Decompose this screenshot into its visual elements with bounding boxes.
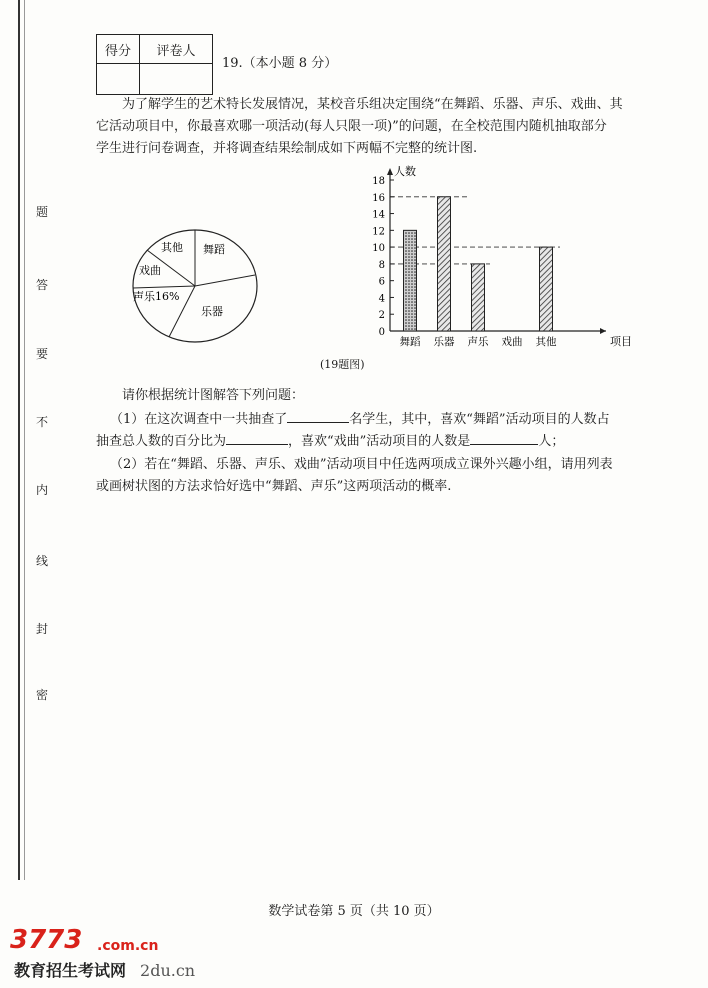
pie-label: 其他	[161, 241, 183, 254]
seal-char: 线	[36, 554, 49, 568]
x-axis-arrow	[600, 328, 606, 334]
watermark-site-domain: 2du.cn	[140, 961, 196, 980]
y-tick-label: 0	[378, 327, 385, 338]
sub1-text: （1）在这次调查中一共抽查了	[110, 412, 288, 427]
page-footer: 数学试卷第 5 页（共 10 页）	[268, 904, 440, 919]
y-tick-label: 12	[372, 226, 385, 238]
sub1-text: 人；	[538, 434, 565, 449]
y-axis-arrow	[387, 168, 393, 175]
pie-divider	[133, 286, 195, 288]
pie-label: 声乐16%	[133, 290, 180, 303]
sub1-text: 名学生，其中，喜欢“舞蹈”活动项目的人数占	[349, 412, 610, 427]
answer-blank-percent[interactable]	[226, 431, 288, 445]
intro-line: 为了解学生的艺术特长发展情况，某校音乐组决定围绕“在舞蹈、乐器、声乐、戏曲、其	[122, 97, 623, 112]
answer-blank-opera[interactable]	[470, 431, 538, 445]
binding-line	[18, 0, 20, 880]
y-tick-label: 14	[372, 209, 385, 221]
intro-text	[96, 94, 686, 160]
pie-label: 舞蹈	[203, 243, 225, 256]
bar-舞蹈	[404, 230, 417, 331]
y-tick-label: 8	[378, 259, 385, 271]
grader-label: 评卷人	[140, 35, 213, 64]
seal-char: 内	[36, 483, 49, 497]
sub2-line: （2）若在“舞蹈、乐器、声乐、戏曲”活动项目中任选两项成立课外兴趣小组，请用列表	[110, 457, 613, 472]
pie-label: 乐器	[201, 305, 223, 318]
y-tick-label: 18	[372, 176, 385, 187]
seal-char: 要	[36, 347, 49, 361]
intro-line: 它活动项目中，你最喜欢哪一项活动(每人只限一项)”的问题，在全校范围内随机抽取部分	[96, 119, 607, 134]
score-label: 得分	[97, 35, 140, 64]
sub1-text: ，喜欢“戏曲”活动项目的人数是	[288, 434, 471, 449]
y-axis-label: 人数	[394, 165, 416, 178]
y-tick-label: 2	[378, 310, 385, 322]
prompt-text: 请你根据统计图解答下列问题：	[122, 388, 305, 403]
watermark-site	[14, 958, 195, 981]
x-tick-label: 戏曲	[501, 336, 523, 348]
x-axis-label: 项目	[610, 335, 632, 348]
y-tick-label: 4	[378, 293, 385, 305]
pie-chart	[125, 225, 265, 350]
sub2-line: 或画树状图的方法求恰好选中“舞蹈、声乐”这两项活动的概率.	[96, 479, 452, 494]
intro-line: 学生进行问卷调查，并将调查结果绘制成如下两幅不完整的统计图.	[96, 141, 478, 156]
pie-divider	[195, 275, 255, 286]
binding-line-inner	[24, 0, 25, 880]
score-cell[interactable]	[97, 64, 140, 95]
pie-label: 戏曲	[139, 264, 161, 277]
x-tick-label: 其他	[535, 336, 557, 348]
seal-char: 答	[36, 278, 49, 292]
sub-question-2	[96, 454, 690, 498]
figure-caption: (19题图)	[320, 358, 365, 371]
watermark-site-name: 教育招生考试网	[14, 961, 127, 980]
seal-char: 题	[36, 205, 49, 219]
watermark-domain: .com.cn	[97, 938, 159, 954]
seal-char: 不	[36, 415, 49, 429]
bar-chart	[360, 163, 650, 355]
y-tick-label: 6	[378, 276, 385, 288]
watermark-logo: 3773	[10, 925, 83, 955]
seal-char: 封	[36, 622, 49, 636]
x-tick-label: 乐器	[433, 336, 455, 348]
bar-声乐	[472, 264, 485, 331]
bar-乐器	[438, 197, 451, 331]
grader-cell[interactable]	[140, 64, 213, 95]
answer-blank-total[interactable]	[287, 409, 349, 423]
seal-char: 密	[36, 688, 49, 702]
sub1-text: 抽查总人数的百分比为	[96, 434, 227, 449]
bar-其他	[540, 247, 553, 331]
y-tick-label: 16	[372, 192, 385, 204]
y-tick-label: 10	[372, 243, 385, 255]
question-number: 19.（本小题 8 分）	[222, 56, 338, 71]
x-tick-label: 声乐	[467, 336, 489, 348]
sub-question-1	[96, 409, 690, 453]
score-box	[96, 34, 213, 95]
x-tick-label: 舞蹈	[399, 336, 421, 348]
